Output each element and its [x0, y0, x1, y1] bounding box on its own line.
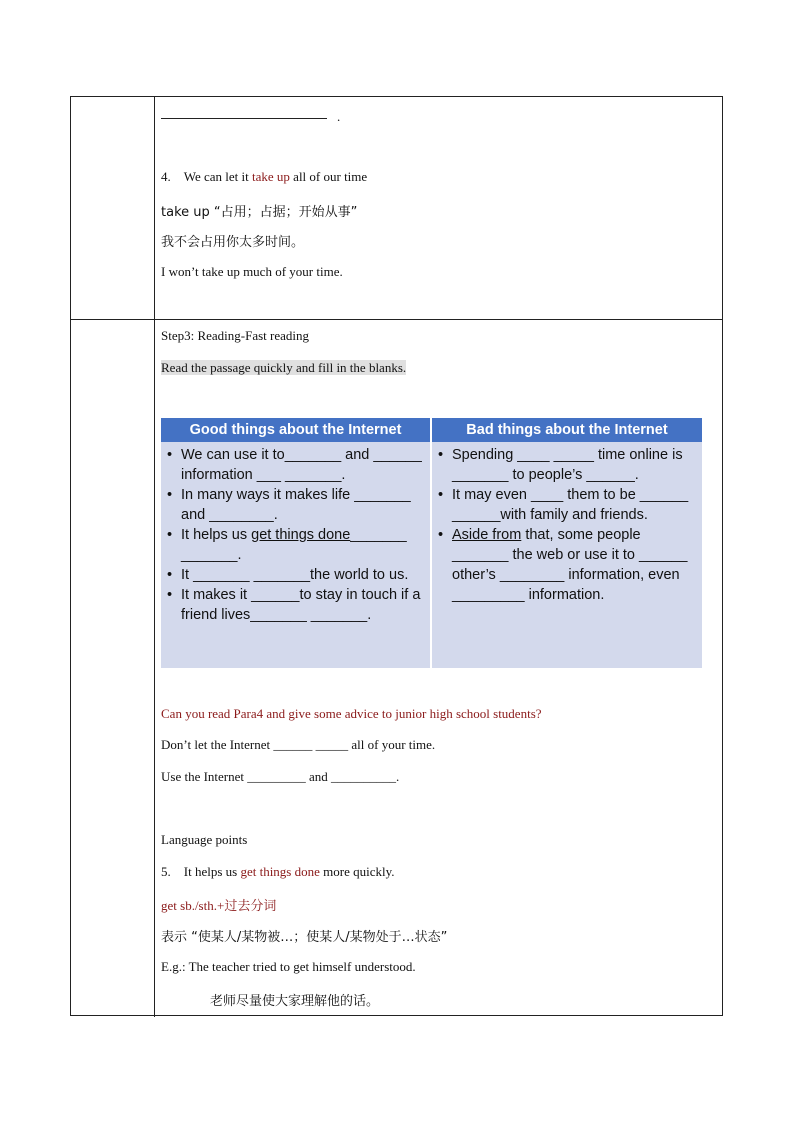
english-example: I won’t take up much of your time. — [161, 264, 343, 279]
lesson-table — [70, 96, 723, 1016]
item-5: 5. It helps us get things done more quickly. — [161, 864, 395, 879]
blank-line-row — [161, 109, 340, 125]
trail-dot: . — [337, 109, 341, 124]
advice-1: Don’t let the Internet ______ _____ all of your time. — [161, 737, 436, 752]
good-things-header: Good things about the Internet — [161, 418, 430, 442]
language-points-heading: Language points — [161, 832, 248, 847]
list-item: • It _______ _______the world to us. — [181, 565, 423, 585]
list-item: • Spending ____ _____ time online is _______ to people’s ______. — [452, 445, 698, 485]
list-item: • In many ways it makes life _______ and ________. — [181, 485, 423, 525]
underlined-phrase: get things done — [251, 527, 351, 543]
table-column-separator — [430, 418, 432, 668]
key-phrase: get things done — [240, 864, 320, 879]
step-title: Step3: Reading-Fast reading — [161, 328, 310, 343]
example-en: E.g.: The teacher tried to get himself understood. — [161, 959, 416, 974]
phrase-explanation: take up “占用；占据；开始从事” — [161, 205, 358, 220]
meaning: 表示 “使某人/某物被…；使某人/某物处于…状态” — [161, 930, 448, 945]
bad-things-header: Bad things about the Internet — [432, 418, 702, 442]
column-divider — [154, 97, 155, 319]
bad-things-list — [436, 445, 698, 605]
advice-2: Use the Internet _________ and __________. — [161, 769, 400, 784]
underlined-phrase: Aside from — [452, 527, 522, 543]
example-cn: 老师尽量使大家理解他的话。 — [210, 994, 380, 1009]
table-row — [71, 97, 722, 320]
list-item: • It makes it ______to stay in touch if a friend lives_______ _______. — [181, 585, 423, 625]
list-item: • We can use it to_______ and ______ information ___ _______. — [181, 445, 423, 485]
column-divider — [154, 320, 155, 1017]
answer-blank — [161, 117, 327, 119]
list-item: • Aside from that, some people _______ the web or use it to ______ other’s ________ information, even _________ information. — [452, 525, 698, 605]
instruction: Read the passage quickly and fill in the blanks. — [161, 360, 407, 375]
list-item: • It helps us get things done_______ _______. — [181, 525, 423, 565]
chinese-example: 我不会占用你太多时间。 — [161, 235, 305, 250]
item-4: 4. We can let it take up all of our time — [161, 169, 368, 184]
list-item: • It may even ____ them to be ______ ______with family and friends. — [452, 485, 698, 525]
question: Can you read Para4 and give some advice to junior high school students? — [161, 706, 542, 721]
grammar-pattern: get sb./sth.+过去分词 — [161, 898, 277, 914]
table-row — [71, 320, 722, 1017]
reading-table — [161, 418, 702, 668]
key-phrase: take up — [252, 169, 290, 184]
good-things-list — [165, 445, 423, 625]
